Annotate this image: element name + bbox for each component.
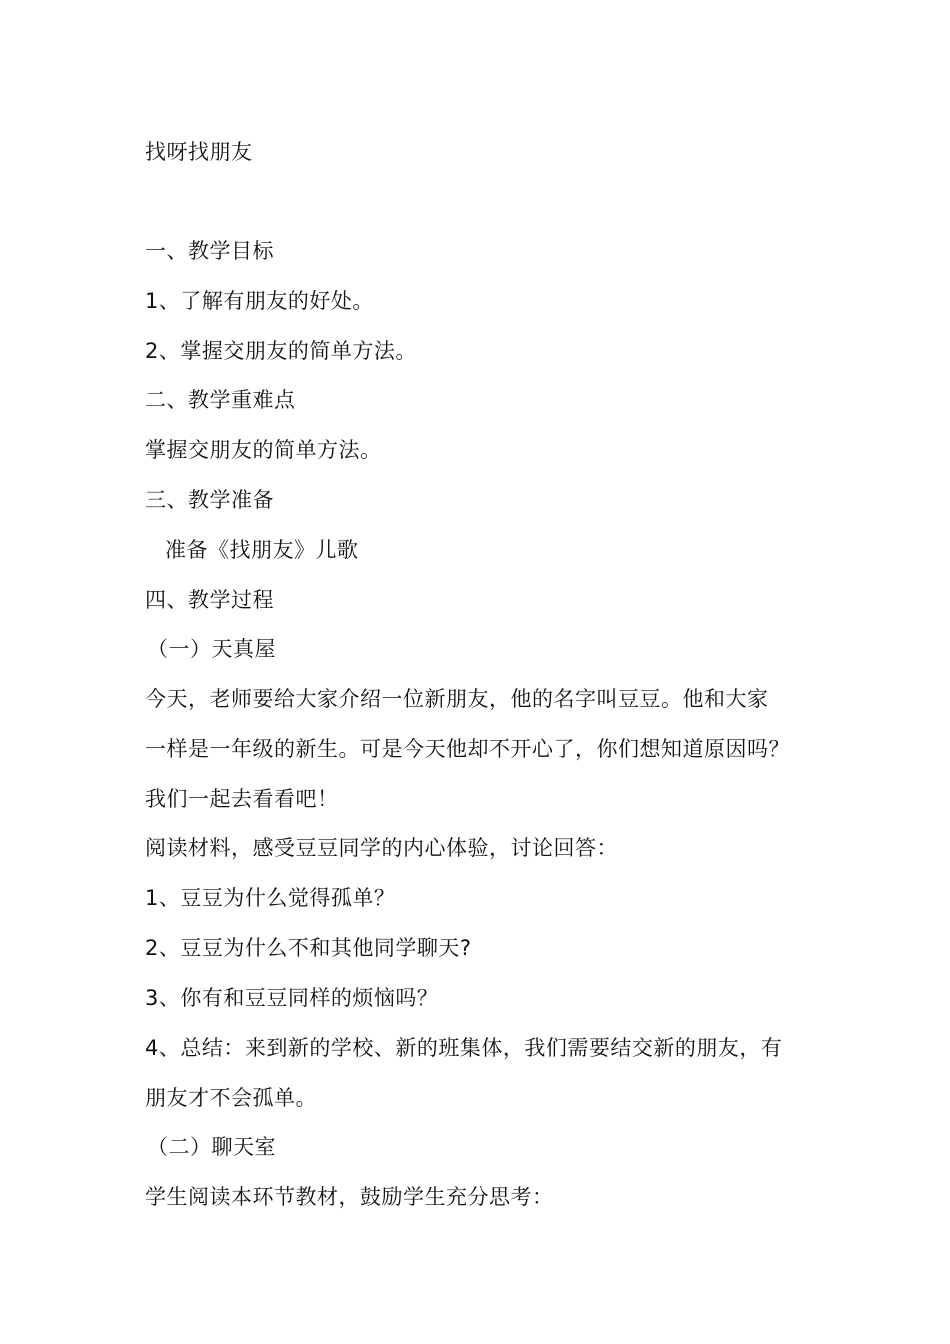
question-item-3: 3、你有和豆豆同样的烦恼吗？	[145, 986, 439, 1010]
preparation-text: 准备《找朋友》儿歌	[165, 538, 359, 562]
question-item-2: 2、豆豆为什么不和其他同学聊天?	[145, 936, 472, 960]
summary-line-1: 4、总结：来到新的学校、新的班集体，我们需要结交新的朋友，有	[145, 1036, 783, 1060]
summary-line-2: 朋友才不会孤单。	[145, 1086, 317, 1110]
paragraph-line-1: 今天，老师要给大家介绍一位新朋友，他的名字叫豆豆。他和大家	[145, 687, 769, 711]
paragraph-line-2: 一样是一年级的新生。可是今天他却不开心了，你们想知道原因吗？	[145, 737, 790, 761]
section-heading-process: 四、教学过程	[145, 588, 274, 612]
instruction-text: 阅读材料，感受豆豆同学的内心体验，讨论回答：	[145, 836, 618, 860]
question-item-1: 1、豆豆为什么觉得孤单？	[145, 886, 396, 910]
closing-paragraph: 学生阅读本环节教材，鼓励学生充分思考：	[145, 1185, 554, 1209]
section-heading-preparation: 三、教学准备	[145, 488, 274, 512]
key-point-text: 掌握交朋友的简单方法。	[145, 438, 382, 462]
subsection-heading-2: （二）聊天室	[147, 1135, 276, 1159]
section-heading-key-points: 二、教学重难点	[145, 388, 296, 412]
subsection-heading-1: （一）天真屋	[147, 637, 276, 661]
goal-item-2: 2、掌握交朋友的简单方法。	[145, 339, 417, 363]
paragraph-line-3: 我们一起去看看吧！	[145, 787, 339, 811]
section-heading-goals: 一、教学目标	[145, 239, 274, 263]
goal-item-1: 1、了解有朋友的好处。	[145, 289, 374, 313]
document-title: 找呀找朋友	[145, 140, 253, 164]
